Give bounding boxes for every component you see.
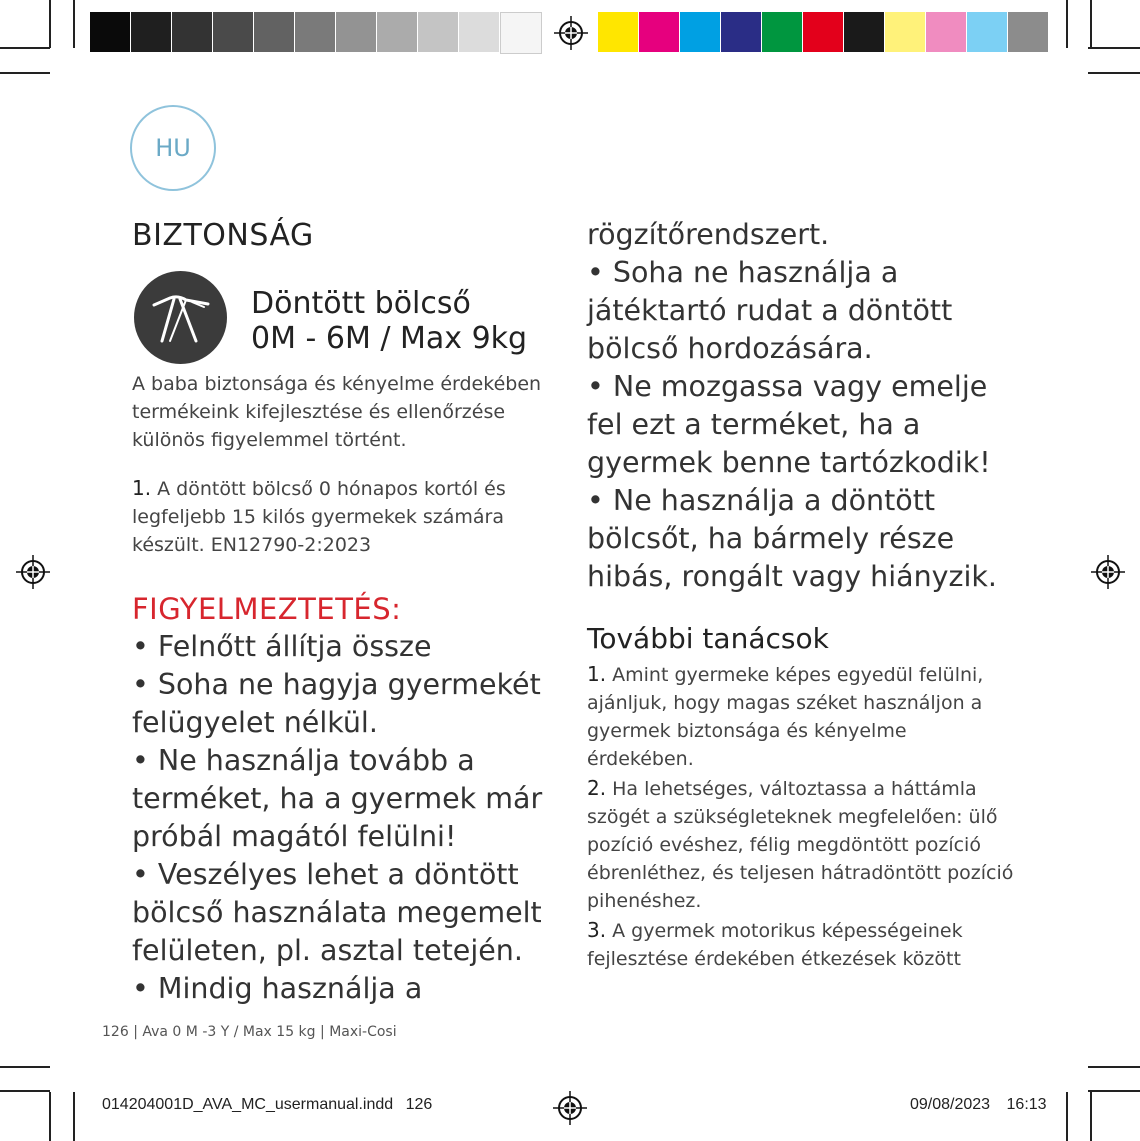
product-age-weight: 0M - 6M / Max 9kg [251, 321, 528, 356]
crop-mark [1066, 0, 1068, 48]
tip-text: Amint gyermeke képes egyedül felülni, ajánljuk, hogy magas széket használjon a gyermek biztonsága és kényelme érdekében. [587, 664, 984, 770]
crop-mark [1090, 1092, 1092, 1141]
slug-time: 16:13 [1006, 1096, 1047, 1113]
crop-mark [73, 0, 75, 48]
crop-mark [0, 1066, 50, 1068]
crop-mark [0, 47, 50, 49]
color-swatch [762, 12, 802, 52]
registration-mark-icon [1091, 555, 1125, 589]
tip-number: 1. [587, 662, 607, 686]
crop-mark [49, 0, 51, 48]
warnings-left-column [132, 628, 562, 1008]
color-swatch [598, 12, 638, 52]
tip-number: 2. [587, 776, 607, 800]
warning-heading: FIGYELMEZTETÉS: [132, 592, 402, 626]
color-swatch [721, 12, 761, 52]
footer-brand: Maxi-Cosi [329, 1024, 397, 1040]
crop-mark [1090, 0, 1092, 48]
warning-item: • Soha ne használja a játéktartó rudat a döntött bölcső hordozására. [587, 256, 953, 365]
warning-item: • Mindig használja a [132, 972, 423, 1005]
gray-swatch [131, 12, 171, 52]
color-swatch [967, 12, 1007, 52]
color-swatch [680, 12, 720, 52]
numbered-item [132, 474, 552, 559]
crop-mark [0, 1090, 50, 1092]
crop-mark [1088, 1090, 1140, 1092]
crop-mark [73, 1092, 75, 1141]
footer-separator: | [133, 1024, 143, 1040]
tip-text: Ha lehetséges, változtassa a háttámla szögét a szükségleteknek megfelelően: ülő pozíció evéshez, félig megdöntött pozíció ébrenléthez, és teljesen hátradöntött pozíció pihenéshez. [587, 778, 1014, 912]
crop-mark [0, 72, 50, 74]
crop-mark [1088, 47, 1140, 49]
tip-item [587, 660, 1017, 773]
warning-item: • Felnőtt állítja össze [132, 630, 432, 663]
slug-date: 09/08/2023 [910, 1096, 991, 1113]
gray-swatch [254, 12, 294, 52]
tip-text: A gyermek motorikus képességeinek fejlesztése érdekében étkezések között [587, 920, 963, 970]
registration-mark-icon [554, 16, 588, 50]
color-swatch [1008, 12, 1048, 52]
tip-item [587, 774, 1017, 915]
item-number: 1. [132, 476, 152, 500]
gray-swatch [213, 12, 253, 52]
tip-number: 3. [587, 918, 607, 942]
color-swatch [885, 12, 925, 52]
language-badge: HU [130, 105, 216, 191]
warning-item: • Ne használja tovább a terméket, ha a gyermek már próbál magától felülni! [132, 744, 543, 853]
safety-heading: BIZTONSÁG [132, 218, 314, 253]
gray-swatch [336, 12, 376, 52]
warnings-right-column [587, 216, 1027, 596]
item-text: A döntött bölcső 0 hónapos kortól és legfeljebb 15 kilós gyermekek számára készült. EN12790-2:2023 [132, 478, 506, 556]
footer-running-text: Ava 0 M -3 Y / Max 15 kg [142, 1024, 316, 1040]
crop-mark [1066, 1092, 1068, 1141]
gray-swatch [90, 12, 130, 52]
warning-item: • Ne használja a döntött bölcsőt, ha bármely része hibás, rongált vagy hiányzik. [587, 484, 997, 593]
reclined-cradle-icon [134, 271, 227, 364]
gray-swatch [172, 12, 212, 52]
slug-timestamp [910, 1096, 1047, 1114]
color-swatch [844, 12, 884, 52]
page-footer [102, 1024, 397, 1040]
tips-heading: További tanácsok [587, 622, 829, 655]
crop-mark [49, 1092, 51, 1141]
warning-item: • Soha ne hagyja gyermekét felügyelet nélkül. [132, 668, 541, 739]
warning-item: • Ne mozgassa vagy emelje fel ezt a terméket, ha a gyermek benne tartózkodik! [587, 370, 991, 479]
gray-swatch [377, 12, 417, 52]
intro-text: A baba biztonsága és kényelme érdekében termékeink kifejlesztése és ellenőrzése különös figyelemmel történt. [132, 373, 542, 451]
registration-mark-icon [553, 1091, 587, 1125]
crop-mark [1088, 1066, 1140, 1068]
slug-file [102, 1096, 432, 1114]
gray-swatch [295, 12, 335, 52]
tip-item [587, 916, 1017, 973]
crop-mark [1088, 72, 1140, 74]
slug-filename: 014204001D_AVA_MC_usermanual.indd [102, 1096, 394, 1113]
slug-page: 126 [405, 1096, 433, 1113]
tips-list [587, 660, 1017, 974]
warning-item: rögzítőrendszert. [587, 218, 830, 251]
color-swatch [803, 12, 843, 52]
color-swatch [639, 12, 679, 52]
product-title [251, 286, 527, 356]
gray-swatch [418, 12, 458, 52]
gray-swatch [459, 12, 499, 52]
color-swatch [926, 12, 966, 52]
warning-item: • Veszélyes lehet a döntött bölcső használata megemelt felületen, pl. asztal tetején. [132, 858, 542, 967]
page-number: 126 [102, 1024, 129, 1040]
gray-swatch [500, 12, 542, 54]
product-name: Döntött bölcső [251, 286, 471, 321]
footer-separator: | [320, 1024, 330, 1040]
registration-mark-icon [16, 555, 50, 589]
